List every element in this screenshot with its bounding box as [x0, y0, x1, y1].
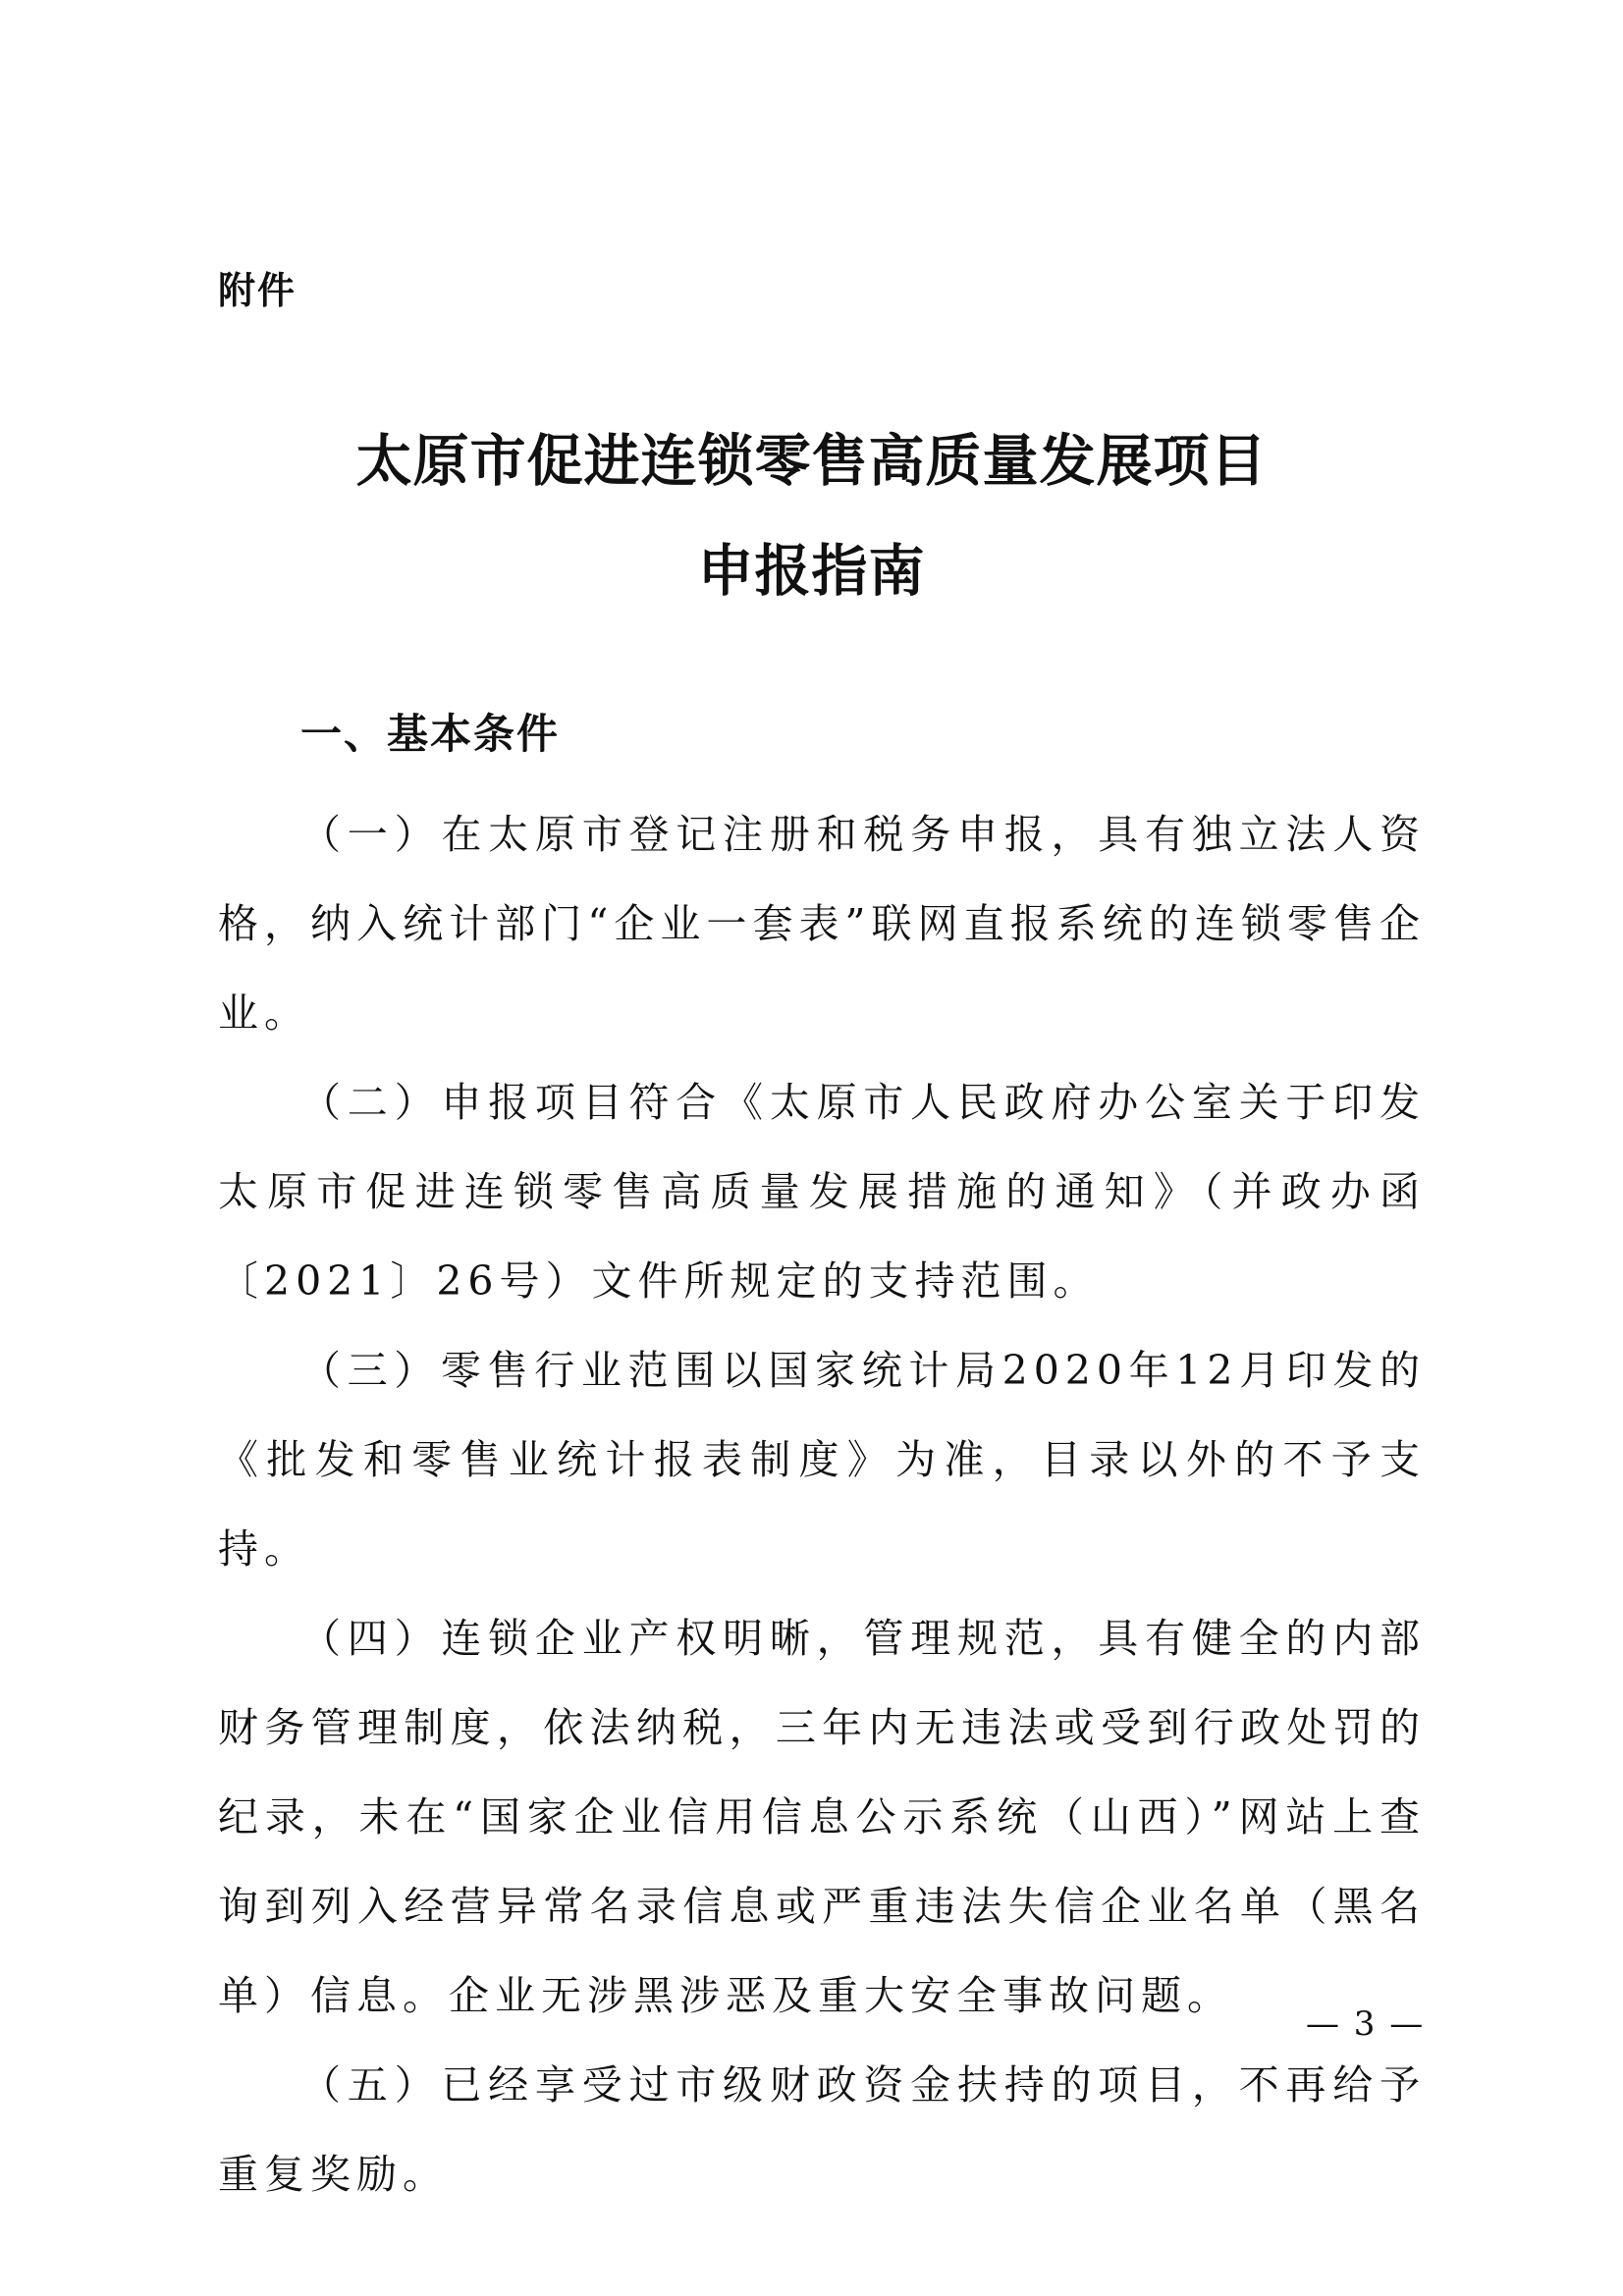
- condition-paragraph-1: （一）在太原市登记注册和税务申报，具有独立法人资格，纳入统计部门“企业一套表”联网直报系统的连锁零售企业。: [218, 811, 1426, 1037]
- document-body: [218, 790, 1426, 2219]
- document-title-line-2: 申报指南: [697, 538, 926, 604]
- condition-paragraph-2: （二）申报项目符合《太原市人民政府办公室关于印发太原市促进连锁零售高质量发展措施的通知》（并政办函〔2021〕26号）文件所规定的支持范围。: [218, 1079, 1426, 1305]
- document-title-line-1: 太原市促进连锁零售高质量发展项目: [355, 428, 1268, 494]
- condition-paragraph-3: （三）零售行业范围以国家统计局2020年12月印发的《批发和零售业统计报表制度》为准，目录以外的不予支持。: [218, 1347, 1426, 1573]
- condition-paragraph-5: （五）已经享受过市级财政资金扶持的项目，不再给予重复奖励。: [218, 2061, 1426, 2198]
- condition-paragraph-4: （四）连锁企业产权明晰，管理规范，具有健全的内部财务管理制度，依法纳税，三年内无违法或受到行政处罚的纪录，未在“国家企业信用信息公示系统（山西）”网站上查询到列入经营异常名录信息或严重违法失信企业名单（黑名单）信息。企业无涉黑涉恶及重大安全事故问题。: [218, 1615, 1426, 2019]
- page-number: — 3 —: [1306, 2004, 1426, 2044]
- section-heading-basic-conditions: 一、基本条件: [300, 710, 561, 758]
- attachment-label: 附件: [218, 269, 298, 312]
